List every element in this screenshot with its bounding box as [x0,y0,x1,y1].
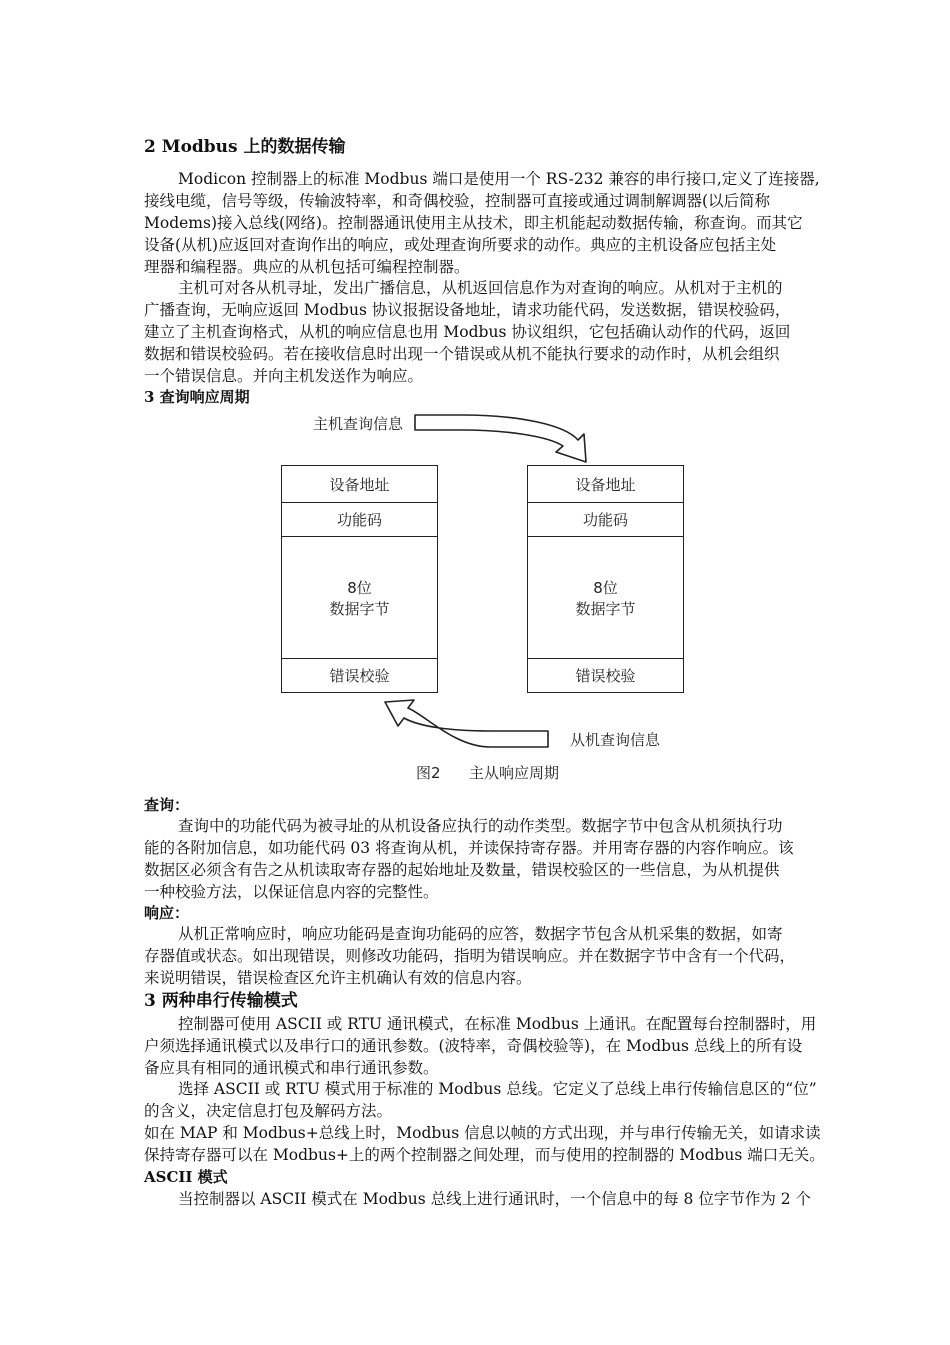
section-heading-query-cycle: 3 查询响应周期 [144,388,250,406]
text-line: 如在 MAP 和 Modbus+总线上时，Modbus 信息以帧的方式出现，并与串行传输无关，如请求读 [144,1124,821,1142]
query-paragraph [144,815,834,903]
figure-number: 图2 [416,764,441,782]
text-line: 主机可对各从机寻址，发出广播信息，从机返回信息作为对查询的响应。从机对于主机的 [178,279,783,297]
section-heading-modbus-transfer: 2 Modbus 上的数据传输 [144,137,346,157]
text-line: 保持寄存器可以在 Modbus+上的两个控制器之间处理，而与使用的控制器的 Modbus 端口无关。 [144,1146,825,1164]
frame-function-field [282,503,437,537]
paragraph-map-modbus-plus [144,1122,834,1166]
figure-caption: 主从响应周期 [469,764,560,782]
frame-field-label: 数据字节 [329,599,390,618]
ascii-mode-paragraph [144,1188,834,1210]
frame-field-label: 8位 [347,578,372,597]
frame-field-label: 功能码 [582,511,628,529]
text-line: 当控制器以 ASCII 模式在 Modbus 总线上进行通讯时，一个信息中的每 8 位字节作为 2 个 [178,1190,812,1208]
text-line: 数据和错误校验码。若在接收信息时出现一个错误或从机不能执行要求的动作时，从机会组织 [144,345,780,363]
response-heading: 响应： [144,904,190,922]
text-line: 存器值或状态。如出现错误，则修改功能码，指明为错误响应。并在数据字节中含有一个代码， [144,947,796,965]
query-heading: 查询： [144,796,190,814]
section-heading-transfer-modes: 3 两种串行传输模式 [144,991,298,1011]
ascii-mode-heading: ASCII 模式 [144,1168,228,1186]
text-line: 来说明错误，错误检查区允许主机确认有效的信息内容。 [144,969,532,987]
text-line: 接线电缆，信号等级，传输波特率，和奇偶校验，控制器可直接或通过调制解调器(以后简称 [144,192,771,210]
frame-field-label: 设备地址 [329,475,390,494]
text-line: 查询中的功能代码为被寻址的从机设备应执行的动作类型。数据字节中包含从机须执行功 [178,817,783,835]
text-line: 的含义，决定信息打包及解码方法。 [144,1102,393,1120]
frame-crc-field [282,659,437,692]
text-line: 理器和编程器。典应的从机包括可编程控制器。 [144,258,470,276]
text-line: 一个错误信息。并向主机发送作为响应。 [144,367,424,385]
frame-field-label: 功能码 [336,511,382,529]
text-line: 户须选择通讯模式以及串行口的通讯参数。(波特率，奇偶校验等)，在 Modbus 总线上的所有设 [144,1037,803,1055]
frame-crc-field [528,659,683,692]
text-line: 选择 ASCII 或 RTU 模式用于标准的 Modbus 总线。它定义了总线上串行传输信息区的“位” [178,1080,817,1098]
text-line: 建立了主机查询格式，从机的响应信息也用 Modbus 协议组织，它包括确认动作的代码，返回 [144,323,791,341]
frame-function-field [528,503,683,537]
text-line: 控制器可使用 ASCII 或 RTU 通讯模式，在标准 Modbus 上通讯。在配置每台控制器时，用 [178,1015,817,1033]
frame-address-field [282,466,437,503]
text-line: 数据区必须含有告之从机读取寄存器的起始地址及数量，错误校验区的一些信息，为从机提供 [144,861,780,879]
text-line: 备应具有相同的通讯模式和串行通讯参数。 [144,1059,439,1077]
frame-field-label: 8位 [593,578,618,597]
text-line: Modicon 控制器上的标准 Modbus 端口是使用一个 RS-232 兼容的串行接口,定义了连接器, [178,170,820,188]
frame-field-label: 错误校验 [329,667,390,685]
frame-field-label: 数据字节 [575,599,636,618]
paragraph-ascii-rtu [144,1013,834,1079]
text-line: 广播查询，无响应返回 Modbus 协议报据设备地址，请求功能代码，发送数据，错误校验码， [144,301,791,319]
master-query-label: 主机查询信息 [313,415,404,433]
text-line: 设备(从机)应返回对查询作出的响应，或处理查询所要求的动作。典应的主机设备应包括主处 [144,236,777,254]
slave-response-label: 从机查询信息 [570,731,661,749]
frame-data-field [528,537,683,659]
text-line: 从机正常响应时，响应功能码是查询功能码的应答，数据字节包含从机采集的数据，如寄 [178,925,783,943]
text-line: 能的各附加信息，如功能代码 03 将查询从机，并读保持寄存器。并用寄存器的内容作响应。该 [144,839,794,857]
text-line: 一种校验方法，以保证信息内容的完整性。 [144,883,439,901]
frame-field-label: 设备地址 [575,475,636,494]
response-paragraph [144,923,834,989]
master-frame [281,465,438,693]
paragraph-mode-selection [144,1078,834,1122]
frame-address-field [528,466,683,503]
slave-frame [527,465,684,693]
text-line: Modems)接入总线(网络)。控制器通讯使用主从技术，即主机能起动数据传输，称查询。而其它 [144,214,803,232]
frame-data-field [282,537,437,659]
frame-field-label: 错误校验 [575,667,636,685]
